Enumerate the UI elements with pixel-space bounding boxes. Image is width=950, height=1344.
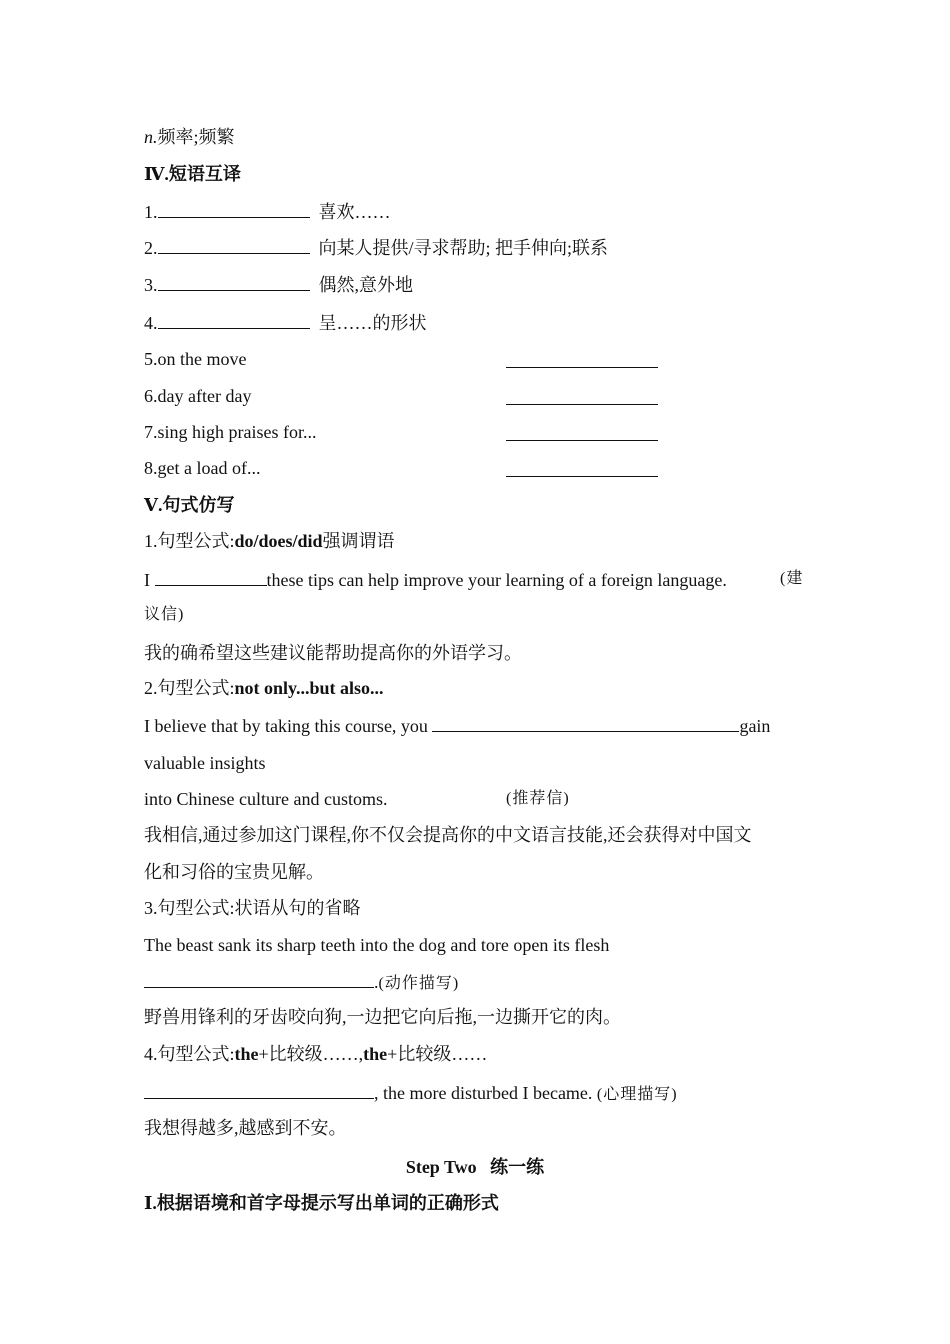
pattern-2-translation-line1: 我相信,通过参加这门课程,你不仅会提高你的中文语言技能,还会获得对中国文 bbox=[144, 825, 752, 845]
answer-blank[interactable] bbox=[158, 199, 310, 218]
answer-blank[interactable] bbox=[158, 272, 310, 291]
pattern-1-sentence: I these tips can help improve your learning of a foreign language. bbox=[144, 567, 727, 592]
phrase-cn: 向某人提供/寻求帮助; 把手伸向;联系 bbox=[318, 238, 609, 258]
phrase-en: sing high praises for... bbox=[157, 422, 317, 442]
step-two-heading: Step Two 练一练 bbox=[405, 1157, 545, 1177]
pattern-formula: do/does/did bbox=[234, 531, 323, 551]
part-of-speech: n. bbox=[144, 127, 158, 147]
vocab-item-frequency bbox=[144, 125, 235, 149]
pattern-2-sentence-line3: into Chinese culture and customs. bbox=[144, 789, 388, 809]
pattern-3-heading: 3.句型公式:状语从句的省略 bbox=[144, 898, 361, 918]
pattern-2-heading: 2.句型公式:not only...but also... bbox=[144, 678, 384, 698]
section-5-title: Ⅴ.句式仿写 bbox=[144, 495, 235, 515]
answer-blank[interactable] bbox=[158, 310, 310, 329]
phrase-item-1: 1. 喜欢…… bbox=[144, 199, 391, 224]
phrase-cn: 喜欢…… bbox=[318, 202, 391, 222]
answer-blank[interactable] bbox=[144, 969, 374, 988]
answer-blank[interactable] bbox=[158, 235, 310, 254]
pattern-2-translation-line2: 化和习俗的宝贵见解。 bbox=[144, 862, 324, 882]
phrase-item-5: 5.on the move bbox=[144, 349, 247, 369]
phrase-item-3: 3. 偶然,意外地 bbox=[144, 272, 413, 297]
section-1-title: Ⅰ.根据语境和首字母提示写出单词的正确形式 bbox=[144, 1193, 499, 1213]
pattern-4-sentence: , the more disturbed I became. (心理描写) bbox=[144, 1080, 678, 1107]
pattern-2-sentence-line2: valuable insights bbox=[144, 753, 266, 773]
genre-note: (推荐信) bbox=[506, 790, 570, 807]
answer-blank[interactable] bbox=[155, 567, 267, 586]
pattern-formula-cn: 强调谓语 bbox=[322, 531, 395, 551]
phrase-cn: 呈……的形状 bbox=[318, 313, 427, 333]
pattern-3-translation: 野兽用锋利的牙齿咬向狗,一边把它向后拖,一边撕开它的肉。 bbox=[144, 1007, 621, 1027]
pattern-formula-cn: 状语从句的省略 bbox=[234, 898, 361, 918]
pattern-3-sentence-line2: .(动作描写) bbox=[144, 969, 459, 996]
phrase-item-2: 2. 向某人提供/寻求帮助; 把手伸向;联系 bbox=[144, 235, 608, 260]
pattern-4-heading: 4.句型公式:the+比较级……,the+比较级…… bbox=[144, 1044, 488, 1064]
answer-blank[interactable] bbox=[144, 1080, 374, 1099]
phrase-item-4: 4. 呈……的形状 bbox=[144, 310, 427, 335]
vocab-meaning: 频率;频繁 bbox=[157, 127, 235, 147]
answer-blank-8[interactable] bbox=[506, 458, 658, 477]
answer-blank-6[interactable] bbox=[506, 386, 658, 405]
genre-note-cont: 议信) bbox=[144, 606, 185, 623]
answer-blank-7[interactable] bbox=[506, 422, 658, 441]
pattern-1-heading: 1.句型公式:do/does/did强调谓语 bbox=[144, 531, 395, 551]
pattern-4-translation: 我想得越多,越感到不安。 bbox=[144, 1118, 347, 1138]
phrase-item-8: 8.get a load of... bbox=[144, 458, 261, 478]
genre-note: (建 bbox=[780, 570, 804, 587]
phrase-cn: 偶然,意外地 bbox=[318, 275, 413, 295]
phrase-en: on the move bbox=[157, 349, 247, 369]
phrase-item-6: 6.day after day bbox=[144, 386, 252, 406]
section-4-title: Ⅳ.短语互译 bbox=[144, 164, 241, 184]
phrase-en: get a load of... bbox=[157, 458, 261, 478]
answer-blank[interactable] bbox=[432, 713, 739, 732]
genre-note: (心理描写) bbox=[596, 1086, 678, 1103]
pattern-1-translation: 我的确希望这些建议能帮助提高你的外语学习。 bbox=[144, 643, 522, 663]
phrase-en: day after day bbox=[157, 386, 252, 406]
pattern-2-sentence: I believe that by taking this course, you gain bbox=[144, 713, 770, 738]
answer-blank-5[interactable] bbox=[506, 349, 658, 368]
genre-note: (动作描写) bbox=[378, 975, 460, 992]
pattern-3-sentence: The beast sank its sharp teeth into the dog and tore open its flesh bbox=[144, 935, 610, 955]
phrase-item-7: 7.sing high praises for... bbox=[144, 422, 317, 442]
pattern-formula: not only...but also... bbox=[234, 678, 384, 698]
